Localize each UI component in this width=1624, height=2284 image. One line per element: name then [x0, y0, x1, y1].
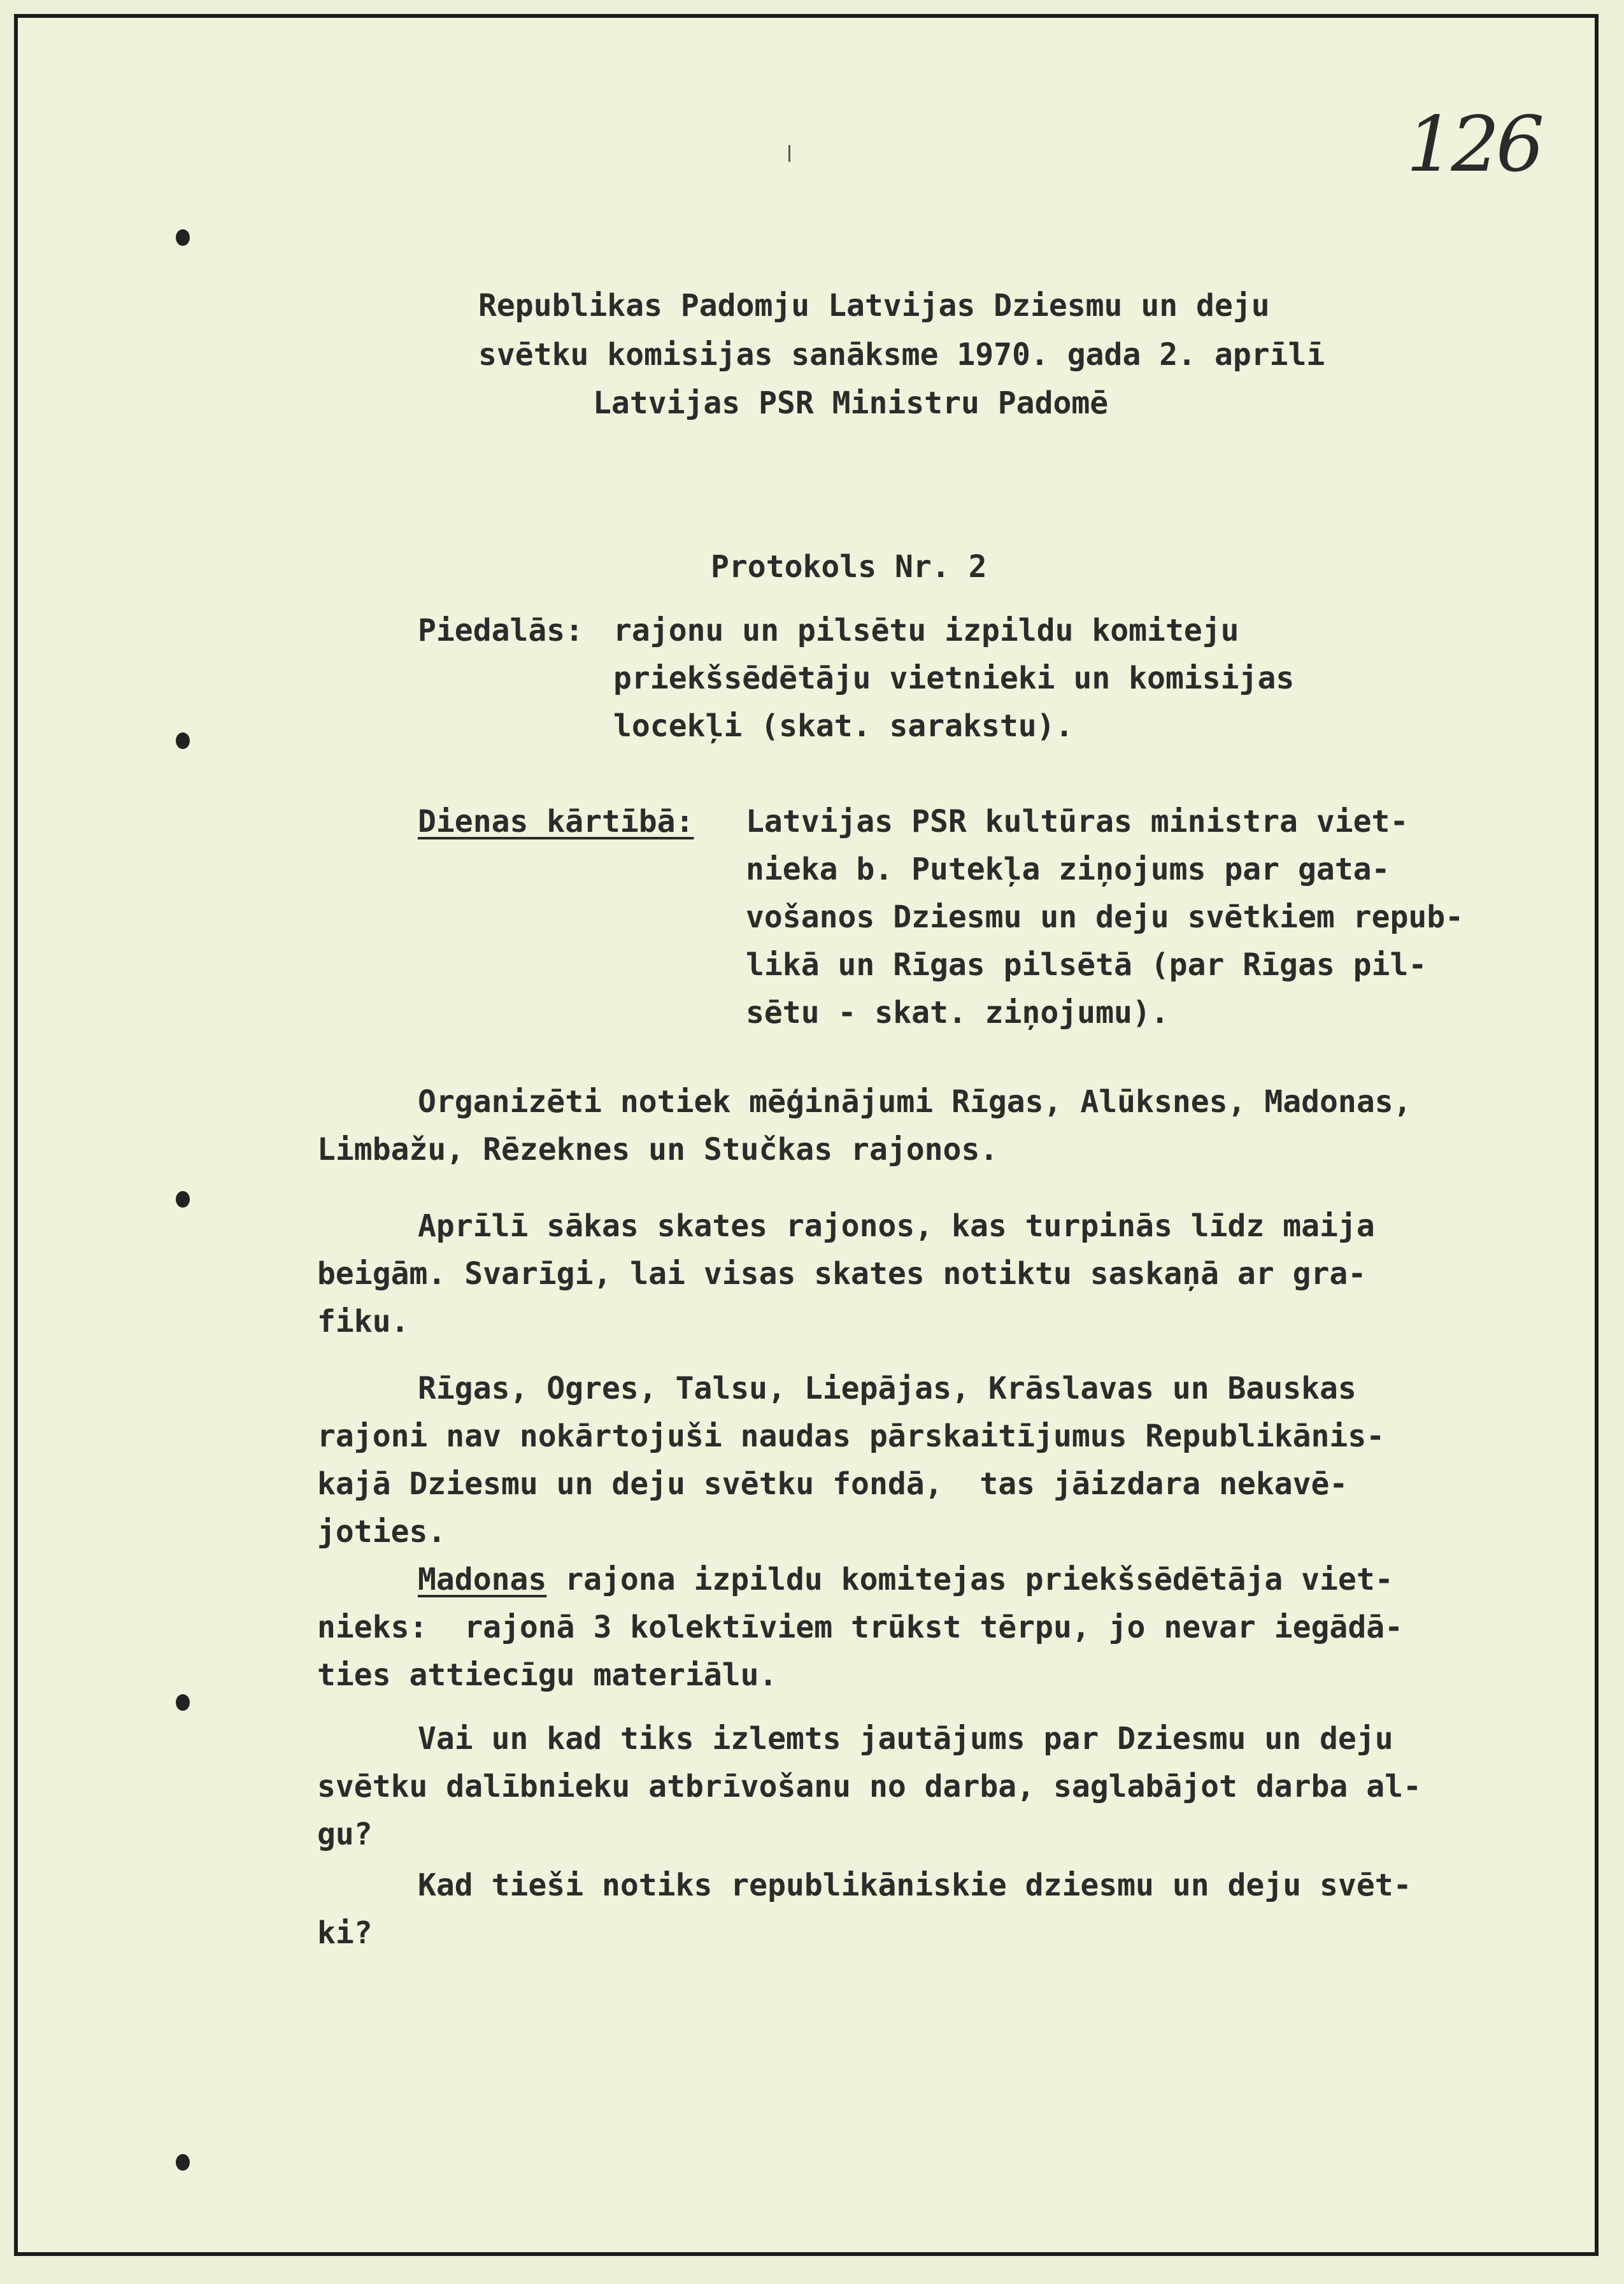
body-line: ties attiecīgu materiālu. — [317, 1657, 778, 1693]
protocol-title: Protokols Nr. 2 — [711, 549, 987, 585]
document-page — [14, 14, 1599, 2256]
body-line — [418, 1556, 1393, 1603]
body-line: Organizēti notiek mēģinājumi Rīgas, Alūksnes, Madonas, — [418, 1084, 1412, 1120]
agenda-label: Dienas kārtībā: — [418, 804, 694, 839]
body-line: Limbažu, Rēzeknes un Stučkas rajonos. — [317, 1132, 999, 1167]
agenda-line: likā un Rīgas pilsētā (par Rīgas pil- — [746, 947, 1427, 983]
body-line-rest: rajona izpildu komitejas priekšsēdētāja viet- — [546, 1562, 1393, 1597]
header-line-1: Republikas Padomju Latvijas Dziesmu un deju — [478, 288, 1270, 324]
body-line: Kad tieši notiks republikāniskie dziesmu un deju svēt- — [418, 1867, 1412, 1903]
body-line: svētku dalībnieku atbrīvošanu no darba, saglabājot darba al- — [317, 1769, 1421, 1804]
binder-hole — [176, 1694, 190, 1711]
binder-hole — [176, 1191, 190, 1208]
agenda-line: vošanos Dziesmu un deju svētkiem repub- — [746, 899, 1464, 935]
body-line: rajoni nav nokārtojuši naudas pārskaitījumus Republikānis- — [317, 1418, 1385, 1454]
attendance-label: Piedalās: — [418, 613, 584, 648]
body-line: Rīgas, Ogres, Talsu, Liepājas, Krāslavas un Bauskas — [418, 1371, 1357, 1406]
body-line: kajā Dziesmu un deju svētku fondā, tas jāizdara nekavē- — [317, 1466, 1348, 1502]
body-line: beigām. Svarīgi, lai visas skates notiktu saskaņā ar gra- — [317, 1256, 1367, 1292]
pencil-mark — [788, 145, 790, 162]
attendance-line: locekļi (skat. sarakstu). — [613, 708, 1074, 744]
header-line-2: svētku komisijas sanāksme 1970. gada 2. aprīlī — [478, 337, 1325, 373]
district-name-underlined: Madonas — [418, 1562, 547, 1597]
agenda-line: Latvijas PSR kultūras ministra viet- — [746, 804, 1409, 839]
agenda-line: nieka b. Putekļa ziņojums par gata- — [746, 852, 1390, 887]
binder-hole — [176, 732, 190, 749]
body-line: fiku. — [317, 1304, 410, 1339]
body-line: gu? — [317, 1816, 373, 1852]
agenda-line: sētu - skat. ziņojumu). — [746, 995, 1169, 1031]
binder-hole — [176, 229, 190, 246]
body-line: nieks: rajonā 3 kolektīviem trūkst tērpu, jo nevar iegādā- — [317, 1610, 1404, 1645]
body-line: Aprīlī sākas skates rajonos, kas turpinās līdz maija — [418, 1208, 1375, 1244]
binder-hole — [176, 2154, 190, 2171]
attendance-line: rajonu un pilsētu izpildu komiteju — [613, 613, 1239, 648]
attendance-line: priekšsēdētāju vietnieki un komisijas — [613, 660, 1295, 696]
header-line-3: Latvijas PSR Ministru Padomē — [593, 385, 1109, 421]
body-line: Vai un kad tiks izlemts jautājums par Dziesmu un deju — [418, 1721, 1393, 1757]
body-line: ki? — [317, 1915, 373, 1951]
handwritten-page-number: 126 — [1406, 101, 1541, 189]
body-line: joties. — [317, 1514, 446, 1550]
